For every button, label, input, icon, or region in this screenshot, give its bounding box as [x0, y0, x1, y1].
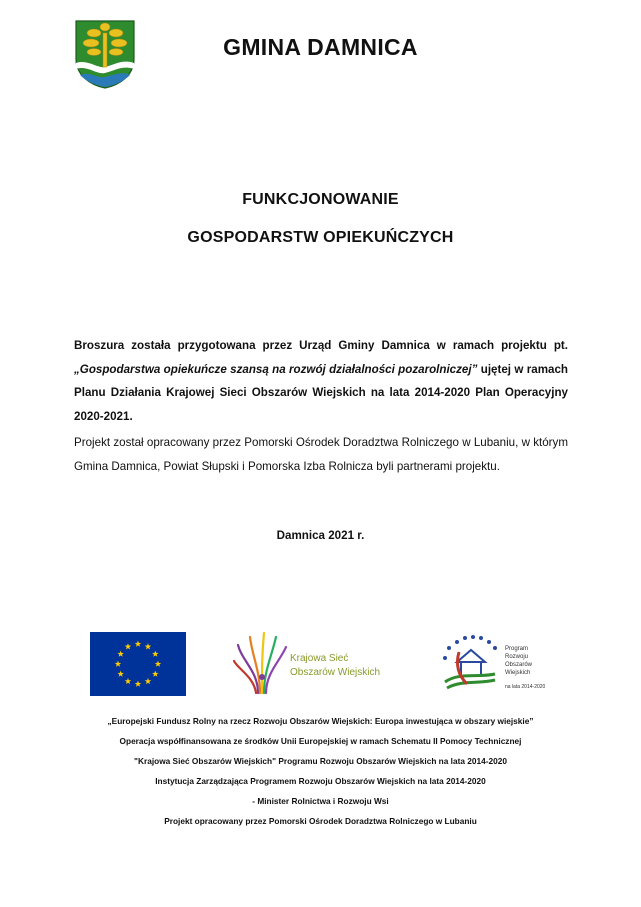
eu-flag-logo: [90, 632, 186, 696]
footer-line-5: - Minister Rolnictwa i Rozwoju Wsi: [252, 796, 389, 806]
footer-line-6: Projekt opracowany przez Pomorski Ośrodek Doradztwa Rolniczego w Lubaniu: [164, 816, 477, 826]
municipality-title: GMINA DAMNICA: [223, 34, 418, 60]
ksow-logo: [232, 631, 400, 697]
intro-paragraph: [74, 334, 568, 428]
footer-line-2: Operacja współfinansowana ze środków Unii Europejskiej w ramach Schematu II Pomocy Technicznej: [119, 736, 522, 746]
ksow-text-line2: Obszarów Wiejskich: [290, 667, 381, 678]
prow-text-wiejskich: Wiejskich: [505, 670, 531, 676]
municipality-header: [0, 34, 641, 61]
prow-logo: [437, 632, 545, 698]
intro-rest: ujętej w ramach Planu Działania Krajowej Sieci Obszarów Wiejskich na lata 2014-2020 Plan Operacyjny 2020-2021.: [74, 362, 568, 423]
document-date: Damnica 2021 r.: [276, 529, 365, 542]
ksow-text-line1: Krajowa Sieć: [290, 653, 349, 664]
prow-text-obszarow: Obszarów: [505, 662, 533, 668]
prow-text-rozwoju: Rozwoju: [505, 654, 529, 660]
project-title: „Gospodarstwa opiekuńcze szansą na rozwój działalności pozarolniczej”: [74, 362, 478, 376]
prow-text-years: na lata 2014-2020: [505, 684, 545, 690]
footer-line-4: Instytucja Zarządzająca Programem Rozwoju Obszarów Wiejskich na lata 2014-2020: [155, 776, 486, 786]
footer-line-1: „Europejski Fundusz Rolny na rzecz Rozwoju Obszarów Wiejskich: Europa inwestująca w obszary wiejskie”: [107, 716, 534, 726]
document-title-line1: FUNKCJONOWANIE: [242, 191, 399, 208]
partners-paragraph: Projekt został opracowany przez Pomorski Ośrodek Doradztwa Rolniczego w Lubaniu, w którym Gmina Damnica, Powiat Słupski i Pomorska Izba Rolnicza byli partnerami projektu.: [74, 436, 568, 473]
document-title-line2: GOSPODARSTW OPIEKUŃCZYCH: [187, 229, 454, 246]
intro-lead: Broszura została przygotowana przez Urząd Gminy Damnica w ramach projektu pt.: [74, 339, 568, 352]
prow-text-program: Program: [505, 646, 529, 652]
footer-line-3: "Krajowa Sieć Obszarów Wiejskich" Programu Rozwoju Obszarów Wiejskich na lata 2014-2020: [134, 756, 507, 766]
